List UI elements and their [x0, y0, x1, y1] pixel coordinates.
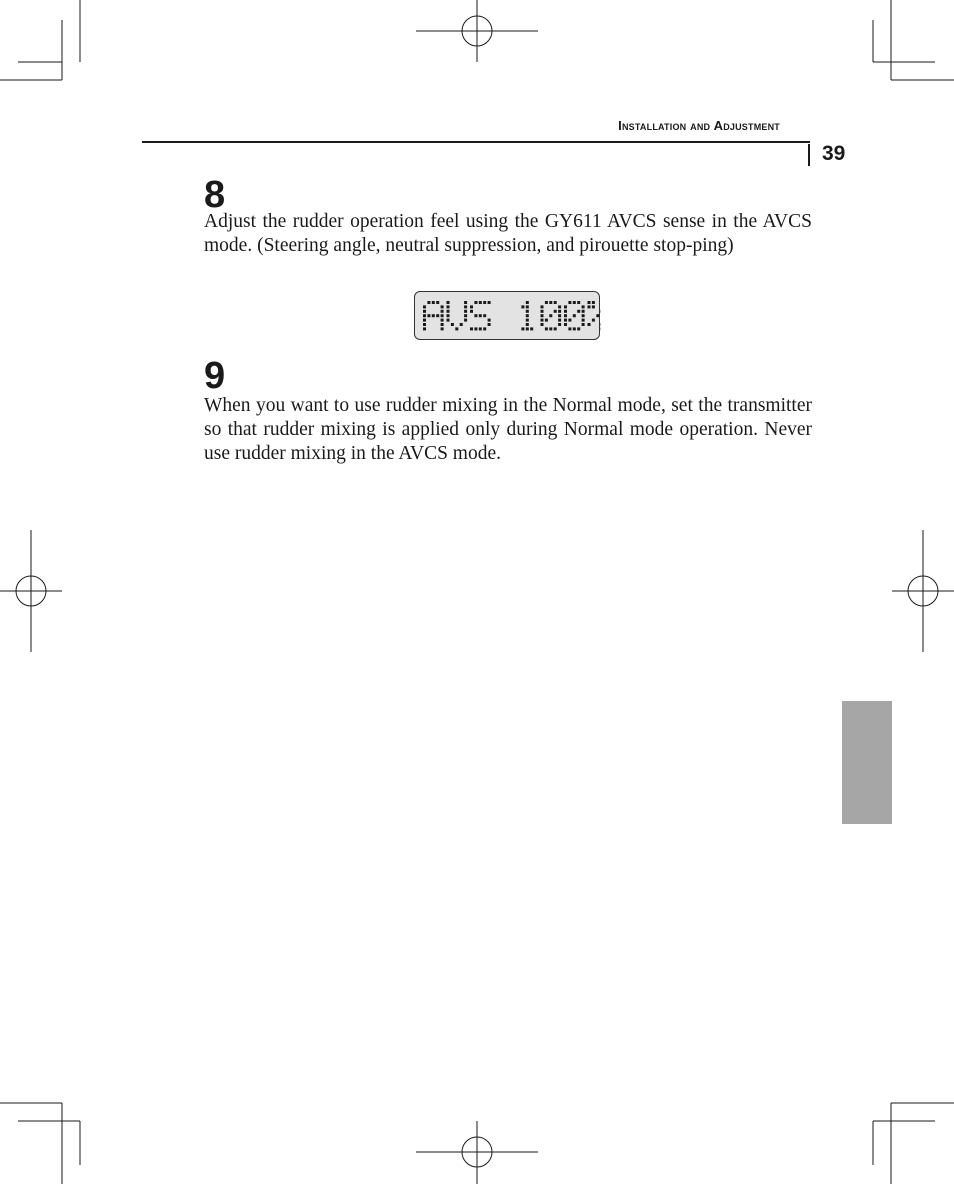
step-number-9: 9 — [204, 355, 226, 397]
lcd-dot — [526, 305, 529, 308]
lcd-dot — [464, 319, 467, 322]
lcd-dot — [526, 310, 529, 313]
lcd-dot — [549, 314, 552, 317]
lcd-dot — [541, 319, 544, 322]
lcd-dot — [568, 319, 571, 322]
lcd-dot — [427, 314, 430, 317]
lcd-dot — [588, 323, 591, 326]
lcd-dot — [441, 319, 444, 322]
lcd-dot — [447, 301, 450, 304]
running-header — [430, 118, 780, 133]
lcd-dot — [588, 301, 591, 304]
header-title-part: nstallation and — [621, 118, 714, 133]
lcd-dot — [432, 301, 435, 304]
lcd-dot — [441, 305, 444, 308]
lcd-dot — [526, 314, 529, 317]
lcd-dot — [447, 310, 450, 313]
page-number-bar — [808, 144, 810, 166]
lcd-dot — [568, 327, 571, 330]
lcd-dot — [464, 301, 467, 304]
lcd-dot — [479, 327, 482, 330]
lcd-dot — [423, 314, 426, 317]
lcd-dot — [554, 327, 557, 330]
lcd-dot — [483, 327, 486, 330]
lcd-dot — [564, 310, 567, 313]
lcd-dot — [549, 301, 552, 304]
lcd-dot — [545, 327, 548, 330]
lcd-dot — [558, 314, 561, 317]
lcd-dot — [541, 323, 544, 326]
lcd-dot — [474, 314, 477, 317]
lcd-dot — [577, 301, 580, 304]
page-number: 39 — [822, 142, 846, 165]
lcd-dot — [479, 314, 482, 317]
lcd-dot — [592, 319, 595, 322]
lcd-dot — [564, 319, 567, 322]
lcd-dot — [554, 310, 557, 313]
header-rule — [142, 141, 810, 143]
lcd-dot — [470, 327, 473, 330]
lcd-dot — [423, 310, 426, 313]
lcd-dot — [577, 327, 580, 330]
lcd-dot — [447, 319, 450, 322]
lcd-dot — [582, 323, 585, 326]
header-title-part: I — [618, 118, 622, 133]
lcd-dot — [564, 314, 567, 317]
lcd-dot — [577, 310, 580, 313]
lcd-dot — [464, 310, 467, 313]
lcd-dot — [423, 327, 426, 330]
lcd-dot — [545, 319, 548, 322]
section-side-tab — [842, 701, 892, 824]
lcd-dot — [474, 327, 477, 330]
lcd-dot — [483, 314, 486, 317]
lcd-dot — [530, 327, 533, 330]
lcd-dot — [549, 327, 552, 330]
lcd-dot — [582, 305, 585, 308]
lcd-dot — [541, 305, 544, 308]
lcd-dot-matrix — [415, 292, 601, 341]
lcd-dot — [564, 305, 567, 308]
lcd-dot — [447, 305, 450, 308]
lcd-dot — [483, 301, 486, 304]
lcd-dot — [441, 310, 444, 313]
lcd-dot — [545, 301, 548, 304]
lcd-dot — [479, 301, 482, 304]
lcd-dot — [427, 301, 430, 304]
lcd-dot — [526, 323, 529, 326]
lcd-dot — [592, 301, 595, 304]
lcd-dot — [526, 301, 529, 304]
lcd-dot — [441, 323, 444, 326]
lcd-dot — [488, 323, 491, 326]
step-text-8: Adjust the rudder operation feel using the GY611 AVCS sense in the AVCS mode. (Steering angle, neutral suppression, and pirouette stop-ping) — [204, 211, 812, 256]
lcd-dot — [474, 301, 477, 304]
lcd-dot — [470, 310, 473, 313]
lcd-dot — [582, 310, 585, 313]
lcd-dot — [558, 323, 561, 326]
lcd-dot — [464, 305, 467, 308]
header-title-part: djustment — [723, 118, 780, 133]
lcd-dot — [554, 301, 557, 304]
lcd-dot — [464, 314, 467, 317]
lcd-dot — [441, 314, 444, 317]
lcd-dot — [526, 319, 529, 322]
lcd-dot — [455, 327, 458, 330]
lcd-dot — [573, 314, 576, 317]
lcd-dot — [488, 319, 491, 322]
lcd-display — [414, 291, 600, 340]
lcd-dot — [582, 319, 585, 322]
lcd-dot — [470, 305, 473, 308]
lcd-dot — [568, 301, 571, 304]
lcd-dot — [558, 305, 561, 308]
lcd-dot — [423, 323, 426, 326]
lcd-dot — [423, 319, 426, 322]
lcd-dot — [588, 305, 591, 308]
step-text-9: When you want to use rudder mixing in the Normal mode, set the transmitter so that rudder mixing is applied only during Normal mode operation. Never use rudder mixing in the AVCS mode. — [204, 395, 812, 464]
lcd-dot — [541, 314, 544, 317]
step-number-8: 8 — [204, 174, 226, 216]
lcd-dot — [423, 305, 426, 308]
lcd-dot — [436, 301, 439, 304]
lcd-dot — [592, 305, 595, 308]
lcd-dot — [558, 310, 561, 313]
lcd-dot — [441, 327, 444, 330]
lcd-dot — [558, 319, 561, 322]
lcd-dot — [432, 314, 435, 317]
lcd-dot — [436, 314, 439, 317]
lcd-dot — [460, 323, 463, 326]
lcd-dot — [447, 314, 450, 317]
lcd-dot — [526, 327, 529, 330]
lcd-dot — [451, 323, 454, 326]
lcd-dot — [521, 305, 524, 308]
lcd-dot — [573, 301, 576, 304]
lcd-dot — [573, 327, 576, 330]
lcd-dot — [521, 327, 524, 330]
lcd-dot — [582, 314, 585, 317]
lcd-dot — [488, 301, 491, 304]
lcd-dot — [596, 314, 599, 317]
lcd-dot — [564, 323, 567, 326]
header-title-part: A — [713, 118, 724, 133]
lcd-dot — [541, 310, 544, 313]
